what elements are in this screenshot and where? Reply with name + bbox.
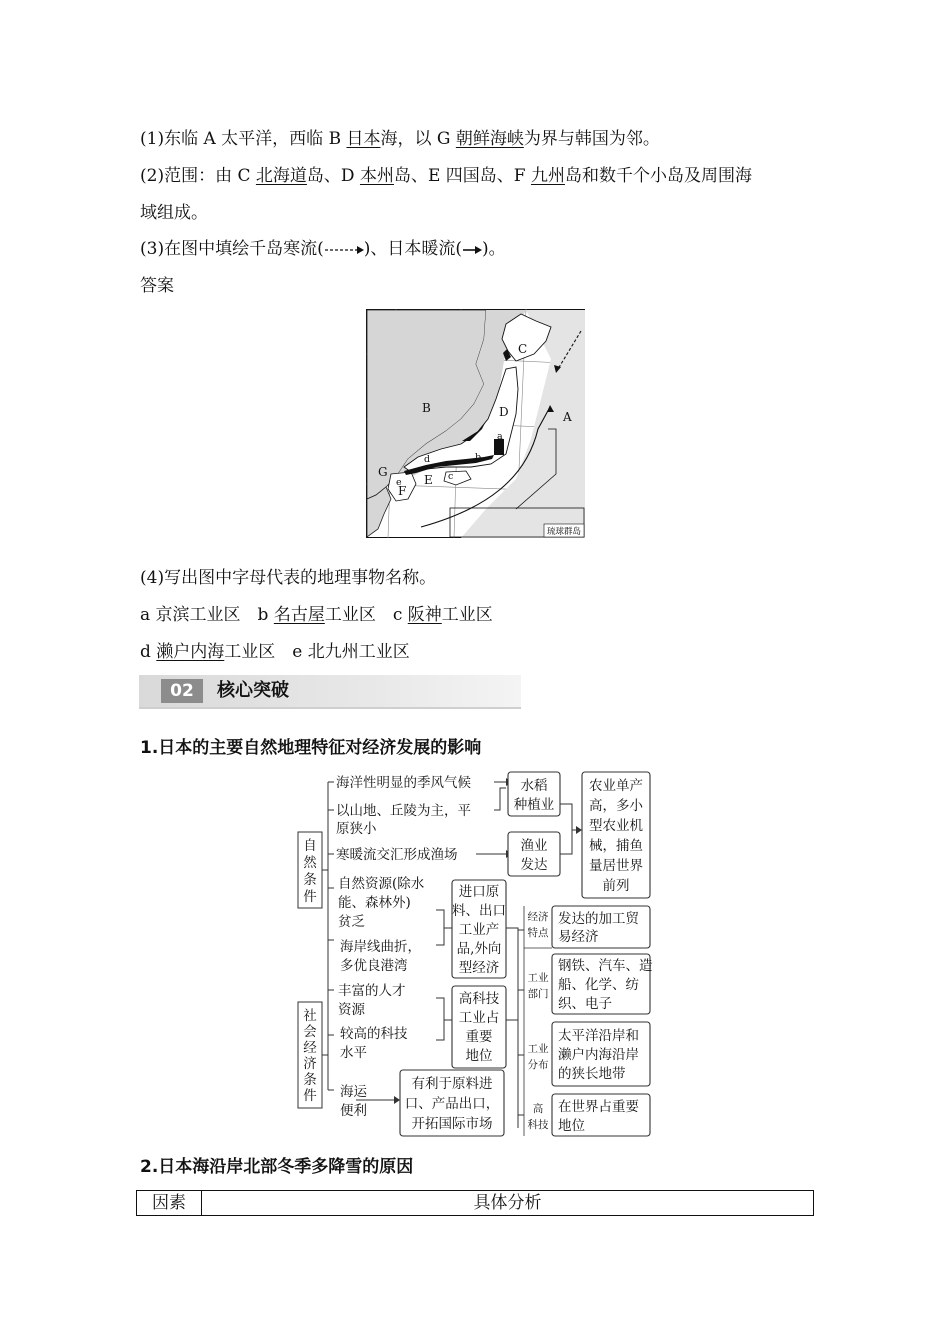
m2-line: 高科技 (458, 991, 500, 1007)
r3-line: 械，捕鱼 (589, 838, 643, 854)
col-factor: 因素 (137, 1191, 202, 1215)
answer-nagoya: 名古屋 (273, 605, 325, 625)
m2-line: 重要 (465, 1029, 493, 1045)
answer-kyushu: 九州 (530, 166, 565, 186)
node-resources-b: 能、森林外) (338, 895, 411, 911)
r3-line: 前列 (602, 878, 630, 894)
m3-line: 口、产品出口， (404, 1096, 500, 1112)
answer-korea-strait: 朝鲜海峡 (455, 129, 524, 149)
group-social: 社会经济条件 (303, 1008, 317, 1104)
svg-text:织、电子: 织、电子 (558, 996, 612, 1012)
svg-text:特点: 特点 (527, 927, 549, 939)
m1-line: 工业产 (458, 922, 500, 938)
node-tech-b: 水平 (340, 1045, 367, 1061)
svg-text:工业: 工业 (527, 1043, 549, 1055)
svg-text:种植业: 种植业 (513, 797, 555, 813)
svg-text:发达的加工贸: 发达的加工贸 (558, 911, 639, 927)
answer-label: 答案 (140, 276, 174, 296)
analysis-table-header (136, 1190, 814, 1216)
svg-text:高: 高 (532, 1103, 544, 1115)
m1-line: 进口原 (458, 884, 500, 900)
intro-line-3: 域组成。 (140, 203, 208, 223)
label-D: D (499, 405, 509, 419)
node-terrain-b: 原狭小 (336, 821, 377, 837)
label-E: E (424, 473, 433, 487)
s1-title: 1.日本的主要自然地理特征对经济发展的影响 (140, 738, 482, 758)
section-number: 02 (161, 679, 203, 703)
svg-text:濑户内海沿岸: 濑户内海沿岸 (558, 1047, 639, 1063)
label-C: C (518, 342, 528, 356)
m1-line: 品,外向 (456, 941, 502, 957)
node-shipping-b: 便利 (340, 1103, 367, 1119)
m2-line: 地位 (465, 1048, 493, 1064)
svg-text:船、化学、纺: 船、化学、纺 (558, 977, 639, 993)
node-fishery: 寒暖流交汇形成渔场 (336, 847, 458, 863)
answer-setonaikai: 濑户内海 (156, 642, 225, 662)
r3-line: 高，多小 (589, 798, 643, 814)
influence-diagram (296, 770, 656, 1140)
s2-title: 2.日本海沿岸北部冬季多降雪的原因 (140, 1157, 414, 1177)
dashed-arrow-icon (324, 244, 364, 256)
label-F: F (398, 484, 407, 498)
ryukyu-label: 琉球群岛 (546, 527, 582, 537)
svg-text:钢铁、汽车、造: 钢铁、汽车、造 (558, 958, 653, 974)
svg-text:地位: 地位 (558, 1118, 585, 1134)
node-talent-b: 资源 (338, 1002, 365, 1018)
label-G: G (378, 465, 388, 479)
svg-text:科技: 科技 (527, 1119, 549, 1131)
m1-line: 型经济 (458, 960, 500, 976)
intro-line-1: (1)东临 A 太平洋，西临 B 日本海，以 G 朝鲜海峡为界与韩国为邻。 (140, 129, 660, 149)
svg-text:易经济: 易经济 (558, 929, 599, 945)
col-analysis: 具体分析 (473, 1193, 542, 1213)
node-coast-a: 海岸线曲折， (340, 939, 421, 955)
answer-japan-sea: 日本 (346, 129, 381, 149)
label-c: c (448, 471, 454, 482)
node-talent-a: 丰富的人才 (338, 983, 406, 999)
answer-honshu: 本州 (359, 166, 394, 186)
section-title: 核心突破 (217, 680, 289, 701)
intro-line-4: (3)在图中填绘千岛寒流( )、日本暖流( )。 (140, 239, 506, 259)
q4-title: (4)写出图中字母代表的地理事物名称。 (140, 568, 437, 588)
m2-line: 工业占 (458, 1010, 500, 1026)
section-banner (139, 675, 521, 707)
solid-arrow-icon (462, 244, 482, 256)
svg-text:渔业: 渔业 (520, 838, 548, 854)
node-resources-c: 贫乏 (338, 914, 365, 930)
label-B: B (422, 401, 431, 415)
svg-text:部门: 部门 (527, 988, 549, 1000)
node-terrain-a: 以山地、丘陵为主，平 (336, 803, 471, 819)
m1-line: 料、出口 (452, 903, 506, 919)
japan-map (366, 309, 585, 538)
q4-row-1: a 京滨工业区 b 名古屋工业区 c 阪神工业区 (140, 605, 493, 625)
group-natural-1: 自然条件 (303, 838, 317, 905)
node-coast-b: 多优良港湾 (340, 958, 408, 974)
m3-line: 有利于原料进 (411, 1076, 493, 1092)
node-shipping-a: 海运 (340, 1084, 367, 1100)
intro-line-2: (2)范围：由 C 北海道岛、D 本州岛、E 四国岛、F 九州岛和数千个小岛及周围海 (140, 166, 752, 186)
m3-line: 开拓国际市场 (411, 1116, 493, 1132)
q4-row-2: d 濑户内海工业区 e 北九州工业区 (140, 642, 410, 662)
svg-text:经济: 经济 (527, 911, 549, 923)
label-b: b (475, 452, 482, 463)
node-trade-benefit (405, 1075, 500, 1132)
node-climate: 海洋性明显的季风气候 (336, 775, 471, 791)
svg-text:发达: 发达 (520, 857, 548, 873)
label-e: e (396, 477, 402, 488)
r3-line: 型农业机 (589, 818, 643, 834)
svg-text:水稻: 水稻 (520, 778, 548, 794)
svg-text:分布: 分布 (527, 1059, 549, 1071)
svg-text:太平洋沿岸和: 太平洋沿岸和 (558, 1028, 639, 1044)
label-d: d (424, 454, 431, 465)
r3-line: 量居世界 (589, 858, 643, 874)
svg-text:在世界占重要: 在世界占重要 (558, 1099, 639, 1115)
label-a: a (497, 431, 503, 442)
label-A: A (563, 410, 572, 424)
answer-hanshin: 阪神 (407, 605, 442, 625)
svg-text:的狭长地带: 的狭长地带 (558, 1066, 626, 1082)
r3-line: 农业单产 (589, 778, 643, 794)
node-tech-a: 较高的科技 (340, 1026, 408, 1042)
svg-text:工业: 工业 (527, 972, 549, 984)
node-resources-a: 自然资源(除水 (338, 876, 425, 892)
answer-hokkaido: 北海道 (255, 166, 307, 186)
node-export-economy (452, 884, 506, 976)
